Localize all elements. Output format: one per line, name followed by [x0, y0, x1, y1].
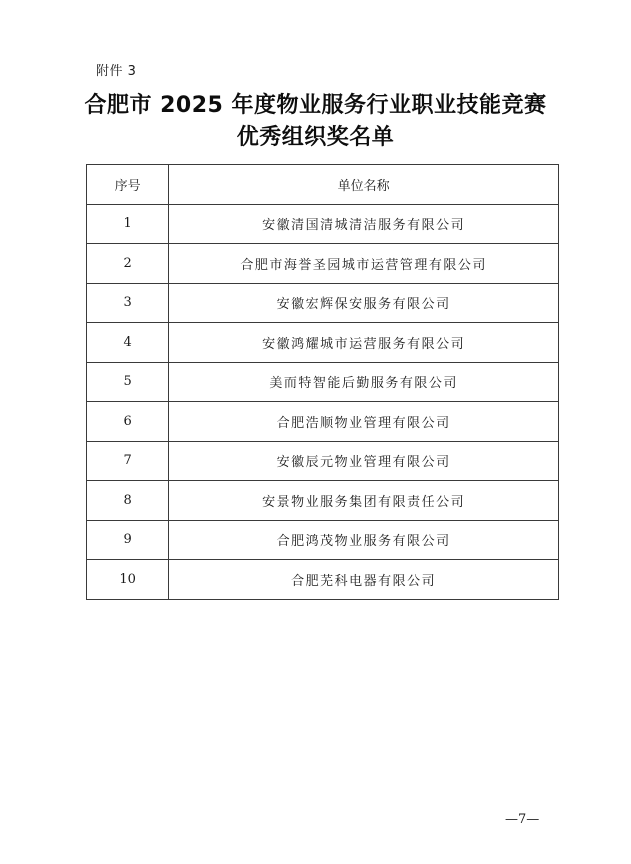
table-row: [87, 204, 559, 244]
table-row: [87, 402, 559, 442]
document-title-line2: 优秀组织奖名单: [236, 125, 395, 150]
row-name: 安景物业服务集团有限责任公司: [169, 481, 559, 521]
row-index: 5: [87, 362, 169, 402]
row-name: 合肥市海誉圣园城市运营管理有限公司: [169, 244, 559, 284]
row-name: 安徽辰元物业管理有限公司: [169, 441, 559, 481]
header-name: 单位名称: [169, 165, 559, 205]
row-name: 安徽清国清城清洁服务有限公司: [169, 204, 559, 244]
table-row: [87, 283, 559, 323]
table-row: [87, 520, 559, 560]
row-index: 3: [87, 283, 169, 323]
award-list-table: [86, 164, 559, 600]
table-row: [87, 560, 559, 600]
header-index: 序号: [87, 165, 169, 205]
attachment-label: 附件 3: [96, 64, 137, 79]
row-name: 合肥浩顺物业管理有限公司: [169, 402, 559, 442]
page-number: —7—: [505, 812, 540, 827]
table-row: [87, 481, 559, 521]
row-index: 7: [87, 441, 169, 481]
table-row: [87, 441, 559, 481]
document-title-line1: 合肥市 2025 年度物业服务行业职业技能竞赛: [84, 93, 547, 118]
table-header-row: [87, 165, 559, 205]
row-index: 8: [87, 481, 169, 521]
row-index: 9: [87, 520, 169, 560]
row-name: 合肥鸿茂物业服务有限公司: [169, 520, 559, 560]
table-row: [87, 362, 559, 402]
row-index: 2: [87, 244, 169, 284]
row-name: 合肥芜科电器有限公司: [169, 560, 559, 600]
row-index: 10: [87, 560, 169, 600]
row-index: 1: [87, 204, 169, 244]
row-name: 美而特智能后勤服务有限公司: [169, 362, 559, 402]
row-name: 安徽鸿耀城市运营服务有限公司: [169, 323, 559, 363]
row-index: 4: [87, 323, 169, 363]
table-row: [87, 244, 559, 284]
row-index: 6: [87, 402, 169, 442]
row-name: 安徽宏辉保安服务有限公司: [169, 283, 559, 323]
table-row: [87, 323, 559, 363]
